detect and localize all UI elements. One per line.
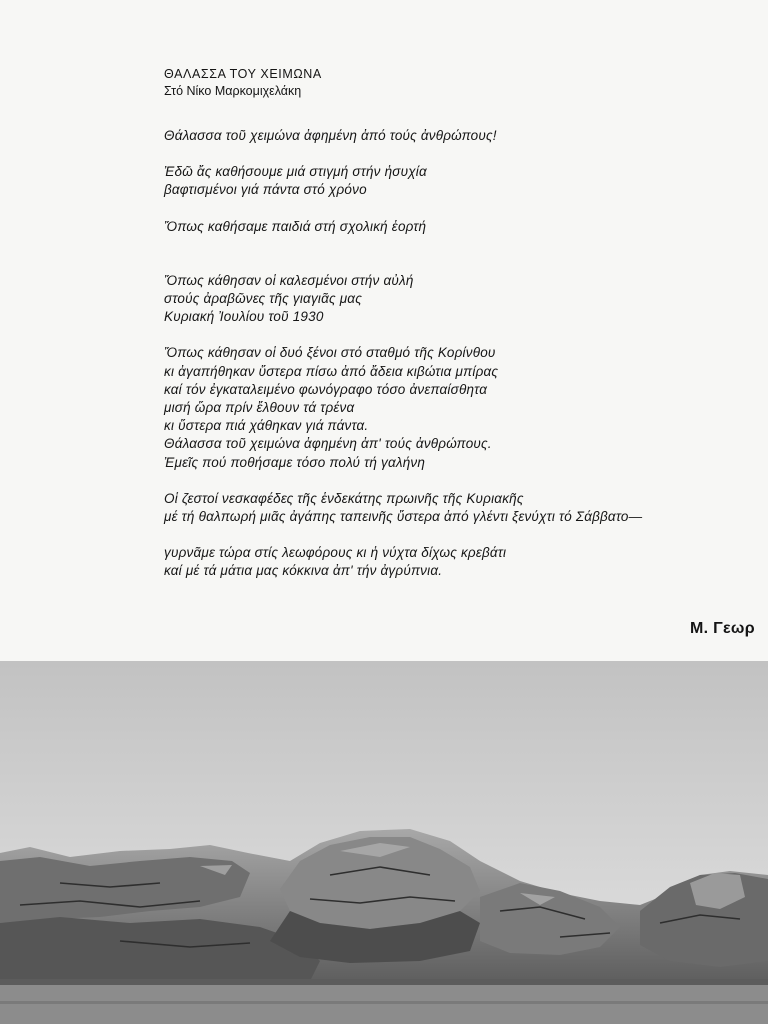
poem-line: Ὅπως κάθησαν οἱ δυό ξένοι στό σταθμό τῆς Κορίνθου: [164, 345, 496, 361]
poem-line: στούς ἀραβῶνες τῆς γιαγιᾶς μας: [164, 291, 362, 307]
poem-line: Οἱ ζεστοί νεσκαφέδες τῆς ἑνδεκάτης πρωινῆς τῆς Κυριακῆς: [164, 490, 524, 506]
shoreline-edge: [0, 979, 768, 985]
poem-line: μισή ὥρα πρίν ἔλθουν τά τρένα: [164, 400, 355, 416]
poem-line: καί μέ τά μάτια μας κόκκινα ἀπ' τήν ἀγρύπνια.: [164, 563, 443, 579]
poem-dedication: Στό Νίκο Μαρκομιχελάκη: [164, 84, 302, 98]
rocky-coast-illustration: [0, 661, 768, 1024]
poem-line: βαφτισμένοι γιά πάντα στό χρόνο: [164, 182, 367, 198]
stanza: [164, 218, 764, 236]
poem-line: Κυριακή Ἰουλίου τοῦ 1930: [164, 309, 324, 325]
poem-line: καί τόν ἐγκαταλειμένο φωνόγραφο τόσο ἀνεπαίσθητα: [164, 381, 488, 397]
stanza: [164, 127, 764, 145]
stanza: [164, 163, 764, 199]
stanza: [164, 490, 764, 526]
stanza: [164, 544, 764, 580]
poem-line: μέ τή θαλπωρή μιᾶς ἀγάπης ταπεινῆς ὕστερα ἀπό γλέντι ξενύχτι τό Σάββατο—: [164, 509, 643, 525]
author-signature: Μ. Γεωρ: [690, 620, 755, 637]
poem-title: ΘΑΛΑΣΣΑ ΤΟΥ ΧΕΙΜΩΝΑ: [164, 67, 322, 81]
poem-line: Ὅπως καθήσαμε παιδιά στή σχολική ἑορτή: [164, 218, 427, 234]
stanza: [164, 272, 764, 327]
poem-line: γυρνᾶμε τώρα στίς λεωφόρους κι ἡ νύχτα δίχως κρεβάτι: [164, 545, 507, 561]
poem-line: Ὅπως κάθησαν οἱ καλεσμένοι στήν αὐλή: [164, 272, 414, 288]
poem-line: κι ὕστερα πιά χάθηκαν γιά πάντα.: [164, 418, 369, 434]
poem-line: Ἐμεῖς πού ποθήσαμε τόσο πολύ τή γαλήνη: [164, 454, 426, 470]
poem-body: [164, 127, 764, 599]
poem-header: [164, 66, 322, 100]
poem-line: Θάλασσα τοῦ χειμώνα ἀφημένη ἀπό τούς ἀνθρώπους!: [164, 128, 497, 143]
poem-line: κι ἀγαπήθηκαν ὕστερα πίσω ἀπό ἄδεια κιβώτια μπίρας: [164, 363, 499, 379]
seascape-photo: [0, 661, 768, 1024]
stanza: [164, 344, 764, 471]
poem-line: Θάλασσα τοῦ χειμώνα ἀφημένη ἀπ' τούς ἀνθρώπους.: [164, 436, 492, 452]
poem-line: Ἐδῶ ἄς καθήσουμε μιά στιγμή στήν ἡσυχία: [164, 164, 427, 180]
